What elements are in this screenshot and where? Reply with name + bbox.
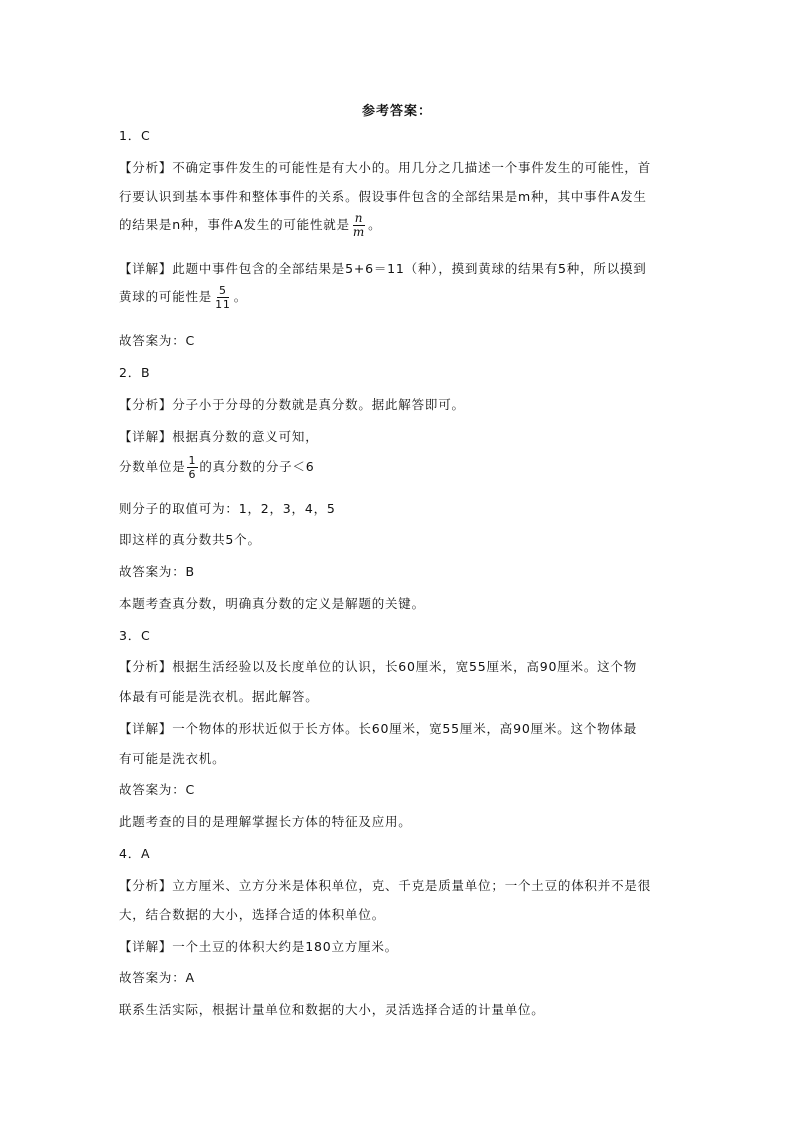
q2-detail-line-2: [119, 454, 679, 481]
q2-detail-line-2-end: 的真分数的分子＜6: [199, 459, 315, 474]
page-title: 参考答案：: [361, 104, 432, 119]
q4-head: 4．A: [119, 846, 151, 861]
q1-analysis-line-1: 【分析】不确定事件发生的可能性是有大小的。用几分之几描述一个事件发生的可能性，首: [119, 160, 652, 175]
fraction-numerator: 5: [219, 284, 227, 297]
q2-detail-line-3: 则分子的取值可为：1，2，3，4，5: [119, 501, 336, 516]
q2-detail-line-2-text: 分数单位是: [119, 459, 186, 474]
q1-analysis-line-3-end: 。: [368, 217, 382, 232]
q2-note: 本题考查真分数，明确真分数的定义是解题的关键。: [119, 596, 425, 611]
q3-analysis-line-1: 【分析】根据生活经验以及长度单位的认识，长60厘米，宽55厘米，高90厘米。这个物: [119, 659, 638, 674]
q4-analysis-line-2: 大，结合数据的大小，选择合适的体积单位。: [119, 907, 386, 922]
q1-detail-line-2-text: 黄球的可能性是: [119, 289, 213, 304]
q3-head: 3．C: [119, 628, 151, 643]
q2-detail-line-4: 即这样的真分数共5个。: [119, 532, 261, 547]
q2-answer: 故答案为：B: [119, 564, 195, 579]
fraction-numerator: 1: [188, 454, 197, 467]
fraction-denominator: m: [352, 225, 366, 239]
q1-answer: 故答案为：C: [119, 333, 196, 348]
q4-note: 联系生活实际，根据计量单位和数据的大小，灵活选择合适的计量单位。: [119, 1002, 545, 1017]
q1-detail-line-2: [119, 284, 679, 311]
q4-answer: 故答案为：A: [119, 970, 195, 985]
fraction-numerator: n: [354, 211, 364, 225]
fraction-denominator: 11: [215, 298, 231, 311]
q1-analysis-line-2: 行要认识到基本事件和整体事件的关系。假设事件包含的全部结果是m种，其中事件A发生: [119, 189, 647, 204]
q3-detail-line-1: 【详解】一个物体的形状近似于长方体。长60厘米，宽55厘米，高90厘米。这个物体最: [119, 721, 638, 736]
q1-fraction-n-over-m: [351, 212, 367, 239]
q1-detail-line-2-end: 。: [233, 289, 248, 304]
fraction-denominator: 6: [188, 468, 197, 481]
q4-analysis-line-1: 【分析】立方厘米、立方分米是体积单位，克、千克是质量单位；一个土豆的体积并不是很: [119, 878, 652, 893]
q1-detail-line-1: 【详解】此题中事件包含的全部结果是5+6＝11（种），摸到黄球的结果有5种，所以摸到: [119, 261, 647, 276]
q2-head: 2．B: [119, 365, 151, 380]
q1-fraction-5-over-11: [213, 284, 233, 311]
q2-fraction-1-over-6: [187, 454, 199, 481]
q2-detail-line-1: 【详解】根据真分数的意义可知，: [119, 429, 319, 444]
q3-note: 此题考查的目的是理解掌握长方体的特征及应用。: [119, 814, 412, 829]
q3-detail-line-2: 有可能是洗衣机。: [119, 751, 226, 766]
q2-analysis: 【分析】分子小于分母的分数就是真分数。据此解答即可。: [119, 397, 465, 412]
q1-analysis-line-3-text: 的结果是n种，事件A发生的可能性就是: [119, 217, 350, 232]
q1-head: 1．C: [119, 128, 151, 143]
q4-detail: 【详解】一个土豆的体积大约是180立方厘米。: [119, 939, 398, 954]
q3-analysis-line-2: 体最有可能是洗衣机。据此解答。: [119, 689, 319, 704]
q1-analysis-line-3: [119, 212, 679, 239]
q3-answer: 故答案为：C: [119, 782, 196, 797]
